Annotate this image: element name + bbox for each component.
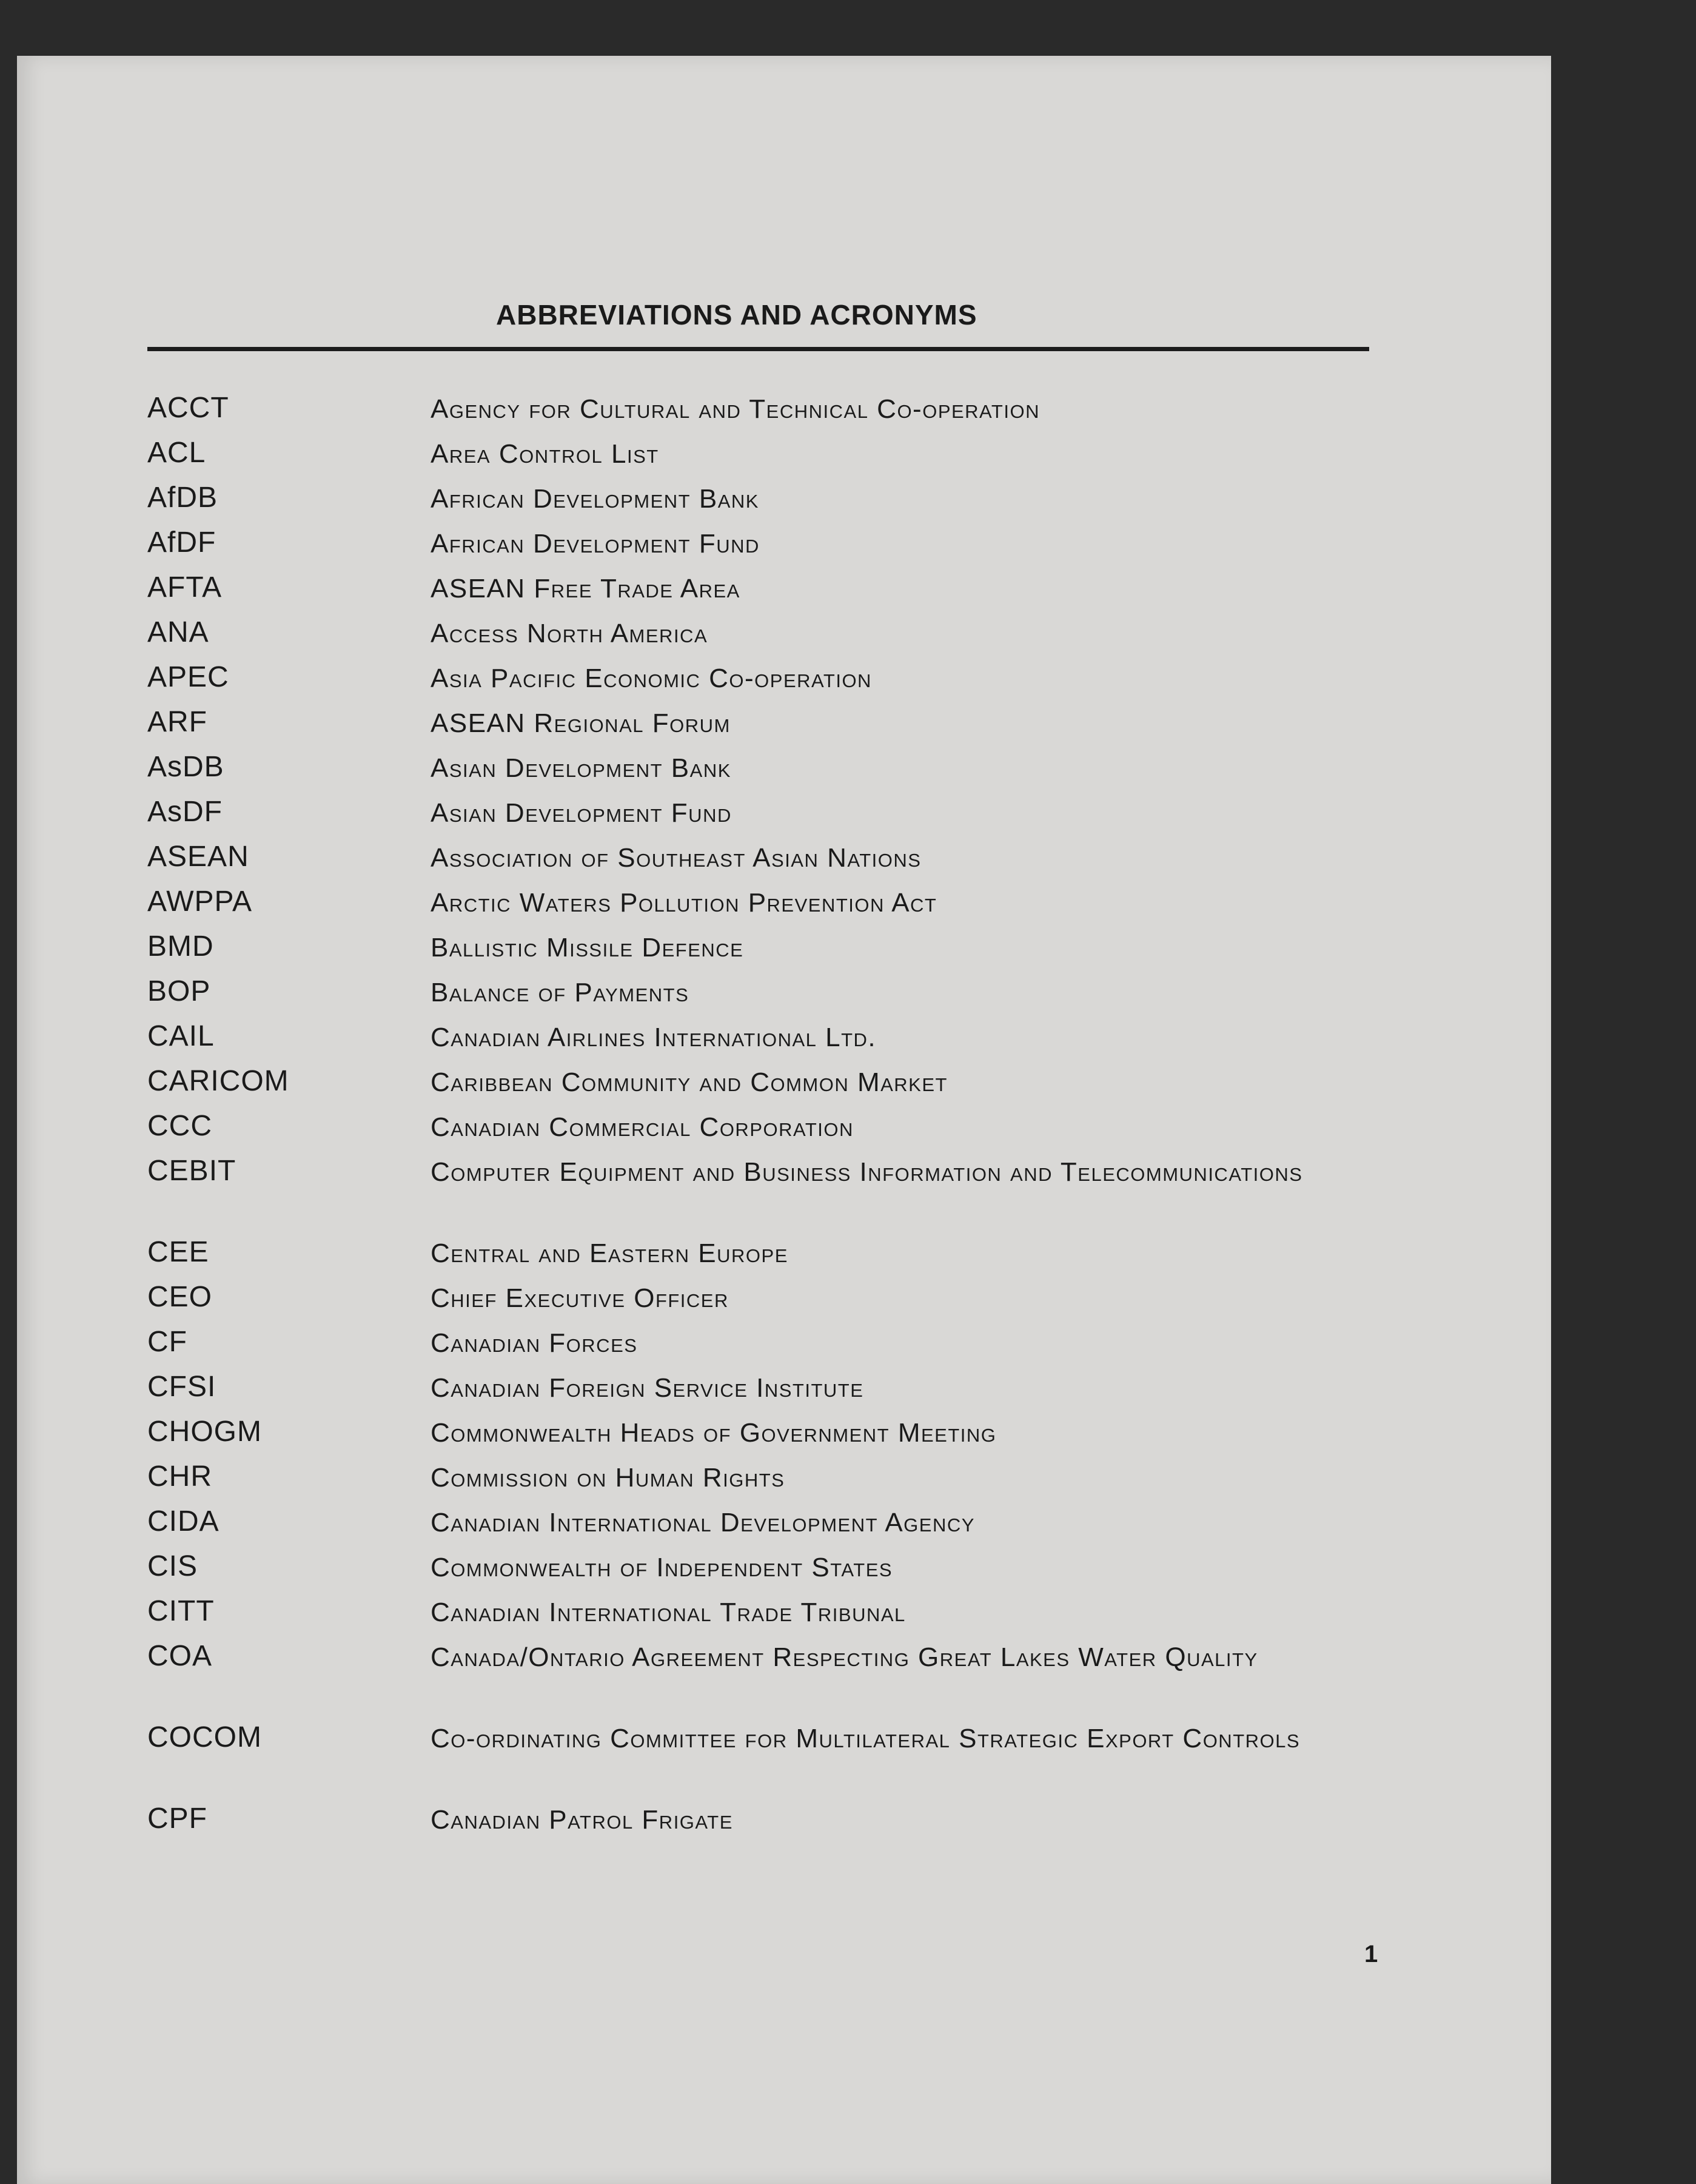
abbreviation: CIS [147,1550,198,1582]
abbreviation: BOP [147,975,211,1007]
definition: Asia Pacific Economic Co-operation [431,664,872,693]
abbreviation: CITT [147,1595,215,1627]
definition: Caribbean Community and Common Market [431,1067,948,1097]
definition: Canada/Ontario Agreement Respecting Great Lakes Water Quality [431,1642,1258,1672]
abbreviation: CHOGM [147,1416,262,1448]
definition: Ballistic Missile Defence [431,933,744,963]
abbreviation: CIDA [147,1505,220,1537]
abbreviation: CCC [147,1110,212,1142]
abbreviation: AWPPA [147,885,253,918]
abbreviation: COA [147,1640,213,1672]
abbreviation: ACL [147,437,206,469]
definition: Central and Eastern Europe [431,1238,788,1268]
abbreviation: CFSI [147,1371,216,1403]
abbreviation: AsDF [147,796,223,828]
definition: Commonwealth of Independent States [431,1553,893,1582]
abbreviation: ASEAN [147,841,249,873]
page-title: ABBREVIATIONS AND ACRONYMS [496,299,977,331]
definition: Canadian International Trade Tribunal [431,1598,906,1627]
abbreviation: ARF [147,706,207,738]
abbreviation: CEO [147,1281,213,1313]
abbreviation: AfDB [147,482,218,514]
definition: Association of Southeast Asian Nations [431,843,922,873]
definition: Asian Development Bank [431,753,731,783]
abbreviation: ANA [147,616,209,648]
definition: ASEAN Regional Forum [431,708,731,738]
definition: Commission on Human Rights [431,1463,785,1493]
document-page [17,56,1551,2184]
definition: Commonwealth Heads of Government Meeting [431,1418,997,1448]
definition: Chief Executive Officer [431,1283,729,1313]
definition: Canadian Patrol Frigate [431,1805,733,1835]
abbreviation: CHR [147,1460,212,1493]
definition: Asian Development Fund [431,798,732,828]
definition: Co-ordinating Committee for Multilateral Strategic Export Controls [431,1724,1301,1753]
definition: African Development Bank [431,484,759,514]
abbreviation: APEC [147,661,229,693]
abbreviation: AFTA [147,571,223,603]
definition: Access North America [431,619,708,648]
definition: Canadian Airlines International Ltd. [431,1023,877,1052]
definition: Area Control List [431,439,659,469]
abbreviation: CEBIT [147,1155,236,1187]
abbreviation: COCOM [147,1721,262,1753]
definition: Canadian Foreign Service Institute [431,1373,864,1403]
page-number: 1 [1364,1941,1378,1967]
definition: Arctic Waters Pollution Prevention Act [431,888,937,918]
definition: Computer Equipment and Business Information and Telecommunications [431,1157,1303,1187]
definition: ASEAN Free Trade Area [431,574,740,603]
abbreviation: AfDF [147,526,216,559]
abbreviation: ACCT [147,392,229,424]
definition: African Development Fund [431,529,760,559]
abbreviation: CARICOM [147,1065,289,1097]
abbreviation: CF [147,1326,187,1358]
definition: Canadian International Development Agency [431,1508,975,1537]
abbreviation: CAIL [147,1020,215,1052]
title-rule [147,347,1369,351]
definition: Agency for Cultural and Technical Co-operation [431,394,1040,424]
abbreviation: CEE [147,1236,209,1268]
abbreviation: BMD [147,930,214,963]
definition: Balance of Payments [431,978,689,1007]
definition: Canadian Forces [431,1328,638,1358]
definition: Canadian Commercial Corporation [431,1112,854,1142]
abbreviation: AsDB [147,751,224,783]
abbreviation: CPF [147,1803,207,1835]
